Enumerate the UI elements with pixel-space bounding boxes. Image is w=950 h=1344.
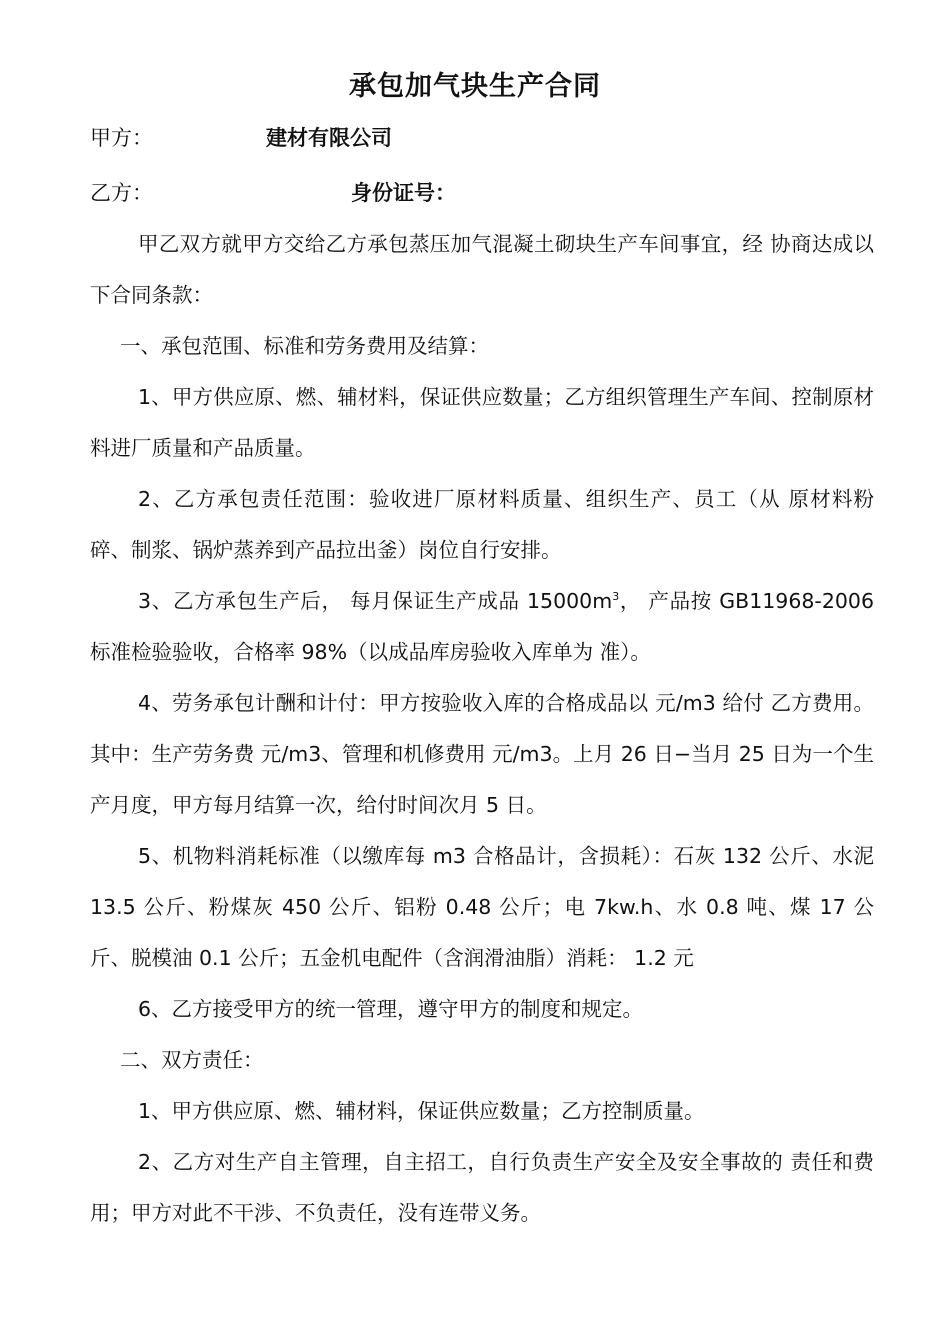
section-1-heading: 一、承包范围、标准和劳务费用及结算： — [120, 334, 489, 358]
party-a-line — [90, 123, 392, 153]
document-title: 承包加气块生产合同 — [349, 71, 601, 102]
contract-body — [90, 219, 874, 1239]
intro-paragraph: 甲乙双方就甲方交给乙方承包蒸压加气混凝土砌块生产车间事宜，经 协商达成以下合同条款： — [90, 232, 874, 307]
section-2-item-2: 2、乙方对生产自主管理，自主招工，自行负责生产安全及安全事故的 责任和费用；甲方对此不干涉、不负责任，没有连带义务。 — [90, 1150, 874, 1225]
section-1-item-3-part-b: ， 产品按 GB11968-2006 标准检验验收，合格率 98%（以成品库房验收入库单为 准）。 — [90, 589, 874, 664]
section-1-item-6: 6、乙方接受甲方的统一管理，遵守甲方的制度和规定。 — [138, 997, 644, 1021]
cubic-superscript: 3 — [612, 590, 620, 604]
section-2-heading: 二、双方责任： — [120, 1048, 264, 1072]
section-2-item-1: 1、甲方供应原、燃、辅材料，保证供应数量；乙方控制质量。 — [138, 1099, 705, 1123]
section-1-item-3 — [90, 576, 874, 678]
section-1-item-2: 2、乙方承包责任范围：验收进厂原材料质量、组织生产、员工（从 原材料粉碎、制浆、锅炉蒸养到产品拉出釜）岗位自行安排。 — [90, 487, 874, 562]
section-1-item-4: 4、劳务承包计酬和计付：甲方按验收入库的合格成品以 元/m3 给付 乙方费用。其中：生产劳务费 元/m3、管理和机修费用 元/m3。上月 26 日−当月 25 日为一个生产月度，甲方每月结算一次，给付时间次月 5 日。 — [90, 691, 874, 817]
party-b-line — [90, 178, 456, 208]
party-a-name: 建材有限公司 — [266, 126, 392, 150]
party-a-label: 甲方： — [90, 126, 153, 150]
party-b-label: 乙方： — [90, 181, 153, 205]
section-1-item-3-part-a: 3、乙方承包生产后， 每月保证生产成品 15000m — [138, 589, 613, 613]
party-b-id-label: 身份证号： — [351, 181, 456, 205]
section-1-item-5: 5、机物料消耗标准（以缴库每 m3 合格品计，含损耗）：石灰 132 公斤、水泥 13.5 公斤、粉煤灰 450 公斤、铝粉 0.48 公斤；电 7kw.h、水 0.8 吨、煤 17 公斤、脱模油 0.1 公斤；五金机电配件（含润滑油脂）消耗： 1.2 元 — [90, 844, 874, 970]
section-1-item-1: 1、甲方供应原、燃、辅材料，保证供应数量；乙方组织管理生产车间、控制原材料进厂质量和产品质量。 — [90, 385, 874, 460]
